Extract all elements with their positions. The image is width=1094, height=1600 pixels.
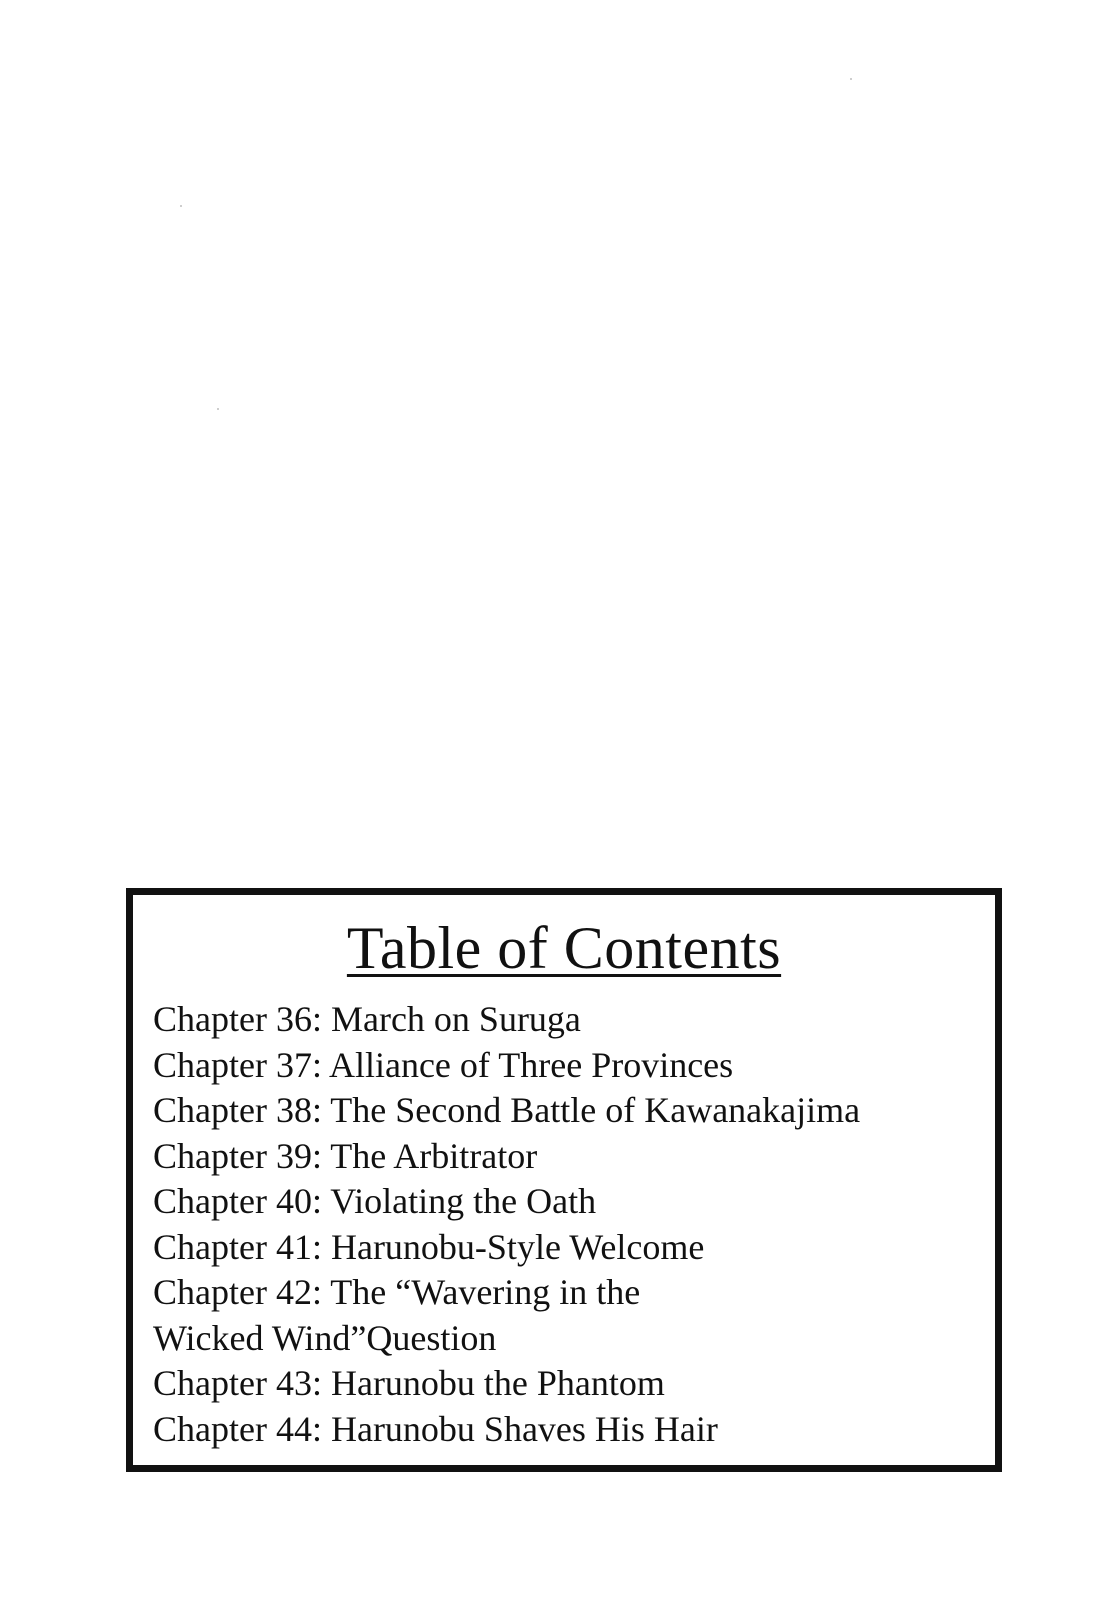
- toc-entry-chapter-42: Chapter 42: The “Wavering in the: [153, 1272, 641, 1312]
- toc-entry-chapter-37: Chapter 37: Alliance of Three Provinces: [153, 1044, 734, 1085]
- toc-title: [133, 913, 995, 983]
- toc-entry-chapter-44: Chapter 44: Harunobu Shaves His Hair: [153, 1408, 718, 1449]
- scan-speck: [217, 408, 219, 410]
- toc-entry-chapter-36: Chapter 36: March on Suruga: [153, 999, 581, 1039]
- toc-entry-chapter-41: Chapter 41: Harunobu-Style Welcome: [153, 1226, 705, 1267]
- toc-list: [153, 997, 860, 1452]
- toc-title-text: Table of Contents: [346, 915, 782, 981]
- toc-entry-chapter-43: Chapter 43: Harunobu the Phantom: [153, 1363, 665, 1403]
- table-of-contents-box: [126, 888, 1002, 1472]
- toc-entry-chapter-38: Chapter 38: The Second Battle of Kawanakajima: [153, 1090, 861, 1130]
- toc-entry-chapter-42-continued: Wicked Wind”Question: [153, 1317, 497, 1358]
- scan-speck: [180, 205, 182, 207]
- toc-entry-chapter-40: Chapter 40: Violating the Oath: [153, 1181, 597, 1221]
- toc-entry-chapter-39: Chapter 39: The Arbitrator: [153, 1135, 538, 1176]
- scan-speck: [850, 78, 852, 80]
